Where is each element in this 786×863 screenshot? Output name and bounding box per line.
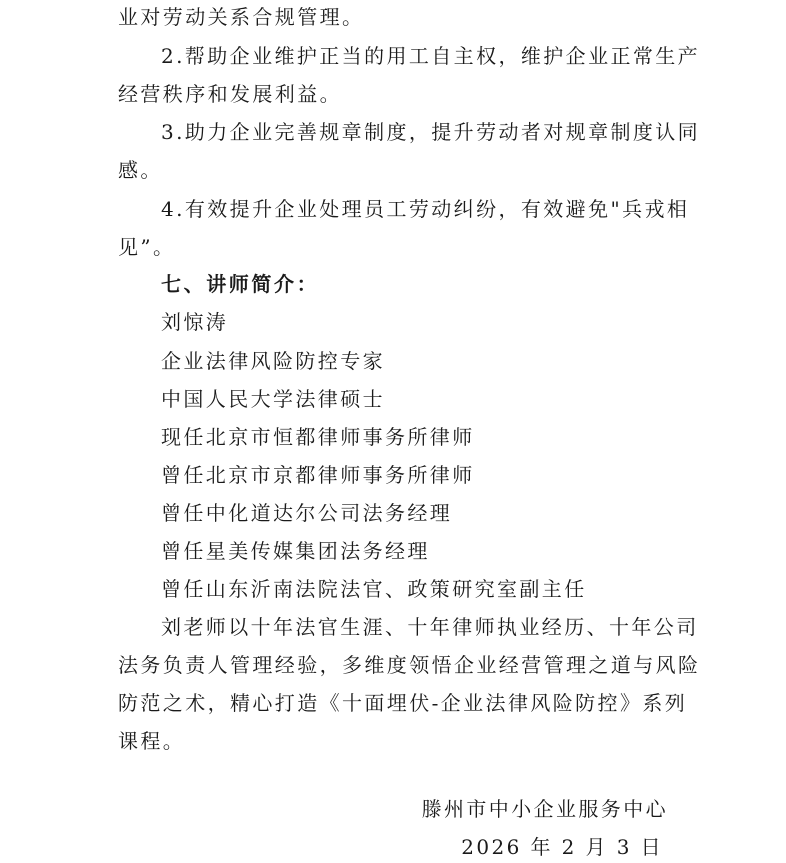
credential-item: 企业法律风险防控专家 <box>161 349 385 373</box>
signature-date: 2026 年 2 月 3 日 <box>461 835 663 859</box>
benefit-item-4-line-1: 4.有效提升企业处理员工劳动纠纷，有效避免"兵戎相 <box>161 197 690 221</box>
signature-organization: 滕州市中小企业服务中心 <box>421 797 668 821</box>
benefit-item-3-line-2: 感。 <box>118 158 163 182</box>
instructor-heading: 七、讲师简介： <box>161 272 320 296</box>
benefit-item-4-line-2: 见”。 <box>118 235 176 259</box>
benefit-item-2-line-2: 经营秩序和发展利益。 <box>118 82 342 106</box>
benefit-item-2-line-1: 2.帮助企业维护正当的用工自主权，维护企业正常生产 <box>161 44 701 68</box>
instructor-name: 刘惊涛 <box>161 310 229 334</box>
bio-line-3: 防范之术，精心打造《十面埋伏-企业法律风险防控》系列 <box>118 691 688 715</box>
credential-item: 曾任北京市京都律师事务所律师 <box>161 463 475 487</box>
credential-item: 现任北京市恒都律师事务所律师 <box>161 425 475 449</box>
credential-item: 曾任星美传媒集团法务经理 <box>161 539 430 563</box>
bio-line-2: 法务负责人管理经验，多维度领悟企业经营管理之道与风险 <box>118 653 701 677</box>
credential-item: 曾任山东沂南法院法官、政策研究室副主任 <box>161 577 587 601</box>
benefit-item-1-tail: 业对劳动关系合规管理。 <box>118 5 365 29</box>
bio-line-1: 刘老师以十年法官生涯、十年律师执业经历、十年公司 <box>161 615 699 639</box>
credential-item: 曾任中化道达尔公司法务经理 <box>161 501 453 525</box>
bio-line-4: 课程。 <box>118 729 186 753</box>
credential-item: 中国人民大学法律硕士 <box>161 387 385 411</box>
benefit-item-3-line-1: 3.助力企业完善规章制度，提升劳动者对规章制度认同 <box>161 120 701 144</box>
